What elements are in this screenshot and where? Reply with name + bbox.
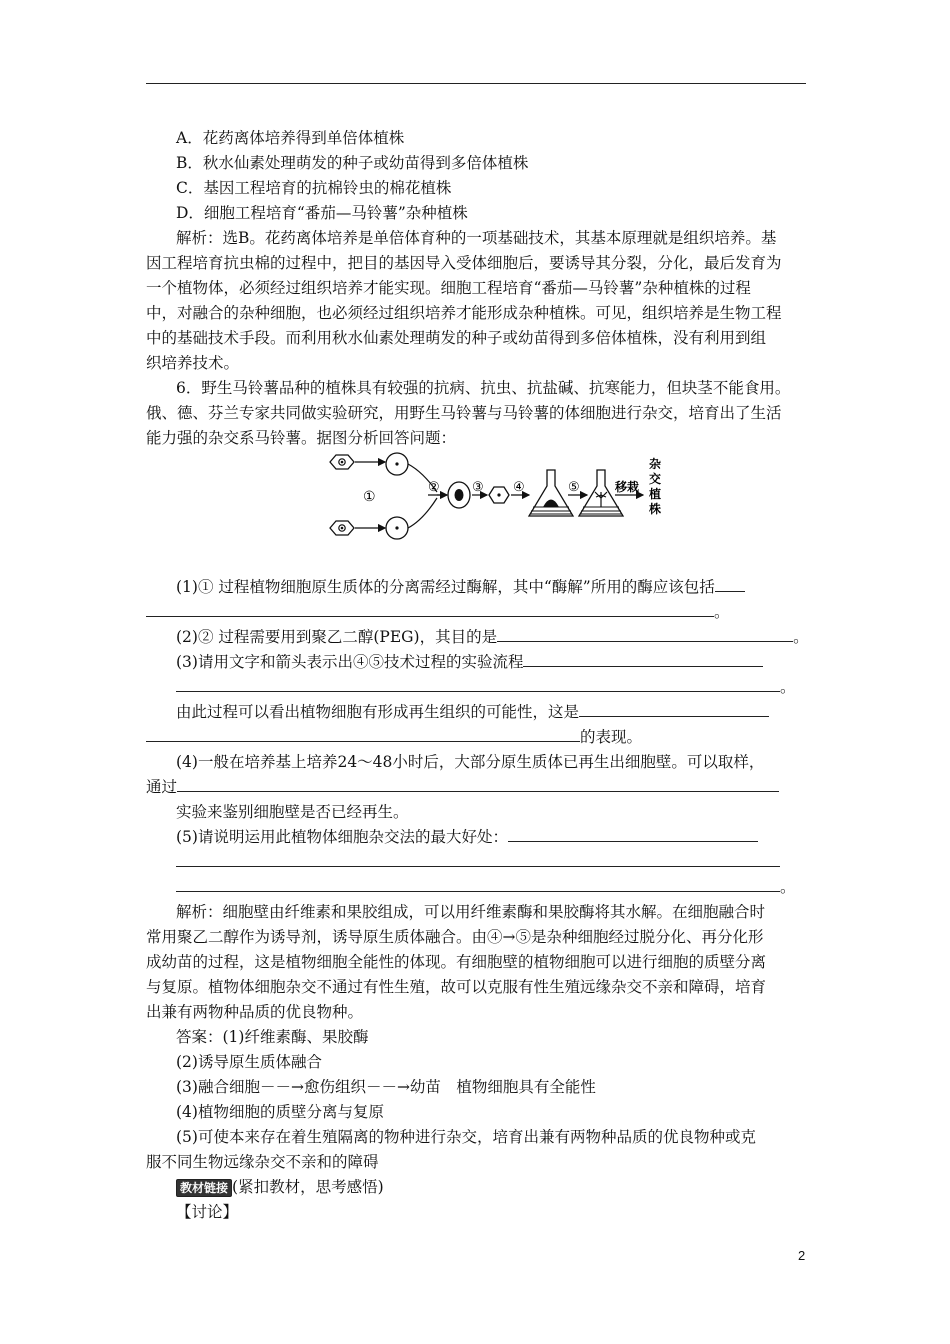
- answer-blank: [176, 677, 780, 692]
- sub-question-2-text: (2)② 过程需要用到聚乙二醇(PEG)，其目的是: [176, 628, 498, 646]
- answer-blank: [715, 577, 745, 592]
- answer-line: [146, 727, 642, 747]
- sub-question-3: [176, 652, 763, 672]
- q6-line: 能力强的杂交系马铃薯。据图分析回答问题：: [146, 429, 457, 447]
- sub-question-1-text: (1)① 过程植物细胞原生质体的分离需经过酶解，其中“酶解”所用的酶应该包括: [176, 578, 715, 596]
- page-number: 2: [798, 1248, 806, 1263]
- option-d: D．细胞工程培育“番茄—马铃薯”杂种植株: [176, 204, 468, 222]
- answer-line: 答案：(1)纤维素酶、果胶酶: [176, 1028, 369, 1046]
- option-a: A．花药离体培养得到单倍体植株: [176, 129, 405, 147]
- answer-line: [176, 852, 780, 872]
- sub-question-4c: 实验来鉴别细胞壁是否已经再生。: [176, 803, 409, 821]
- header-rule: [146, 83, 806, 84]
- sub-question-4b: [146, 777, 779, 797]
- period: 。: [780, 678, 796, 696]
- sub-question-2: [176, 627, 809, 647]
- discussion-heading: 【讨论】: [176, 1203, 239, 1221]
- analysis6-line: 常用聚乙二醇作为诱导剂，诱导原生质体融合。由④→⑤是杂种细胞经过脱分化、再分化形: [146, 928, 764, 946]
- sub-question-4b-text: 通过: [146, 778, 178, 796]
- plant-cell-icon: [330, 521, 354, 535]
- analysis5-line: 中的基础技术手段。而利用秋水仙素处理萌发的种子或幼苗得到多倍体植株，没有利用到组: [146, 329, 767, 347]
- answer-line: [176, 877, 796, 897]
- analysis6-line: 解析：细胞壁由纤维素和果胶组成，可以用纤维素酶和果胶酶将其水解。在细胞融合时: [176, 903, 766, 921]
- step-2-label: ②: [428, 480, 440, 495]
- step-5-label: ⑤: [568, 480, 580, 495]
- answer-blank: [177, 777, 779, 792]
- sub-question-3b: [176, 702, 769, 722]
- analysis6-line: 出兼有两物种品质的优良物种。: [146, 1003, 364, 1021]
- sub-question-3b-text: 由此过程可以看出植物细胞有形成再生组织的可能性，这是: [176, 703, 580, 721]
- plant-cell-icon: [330, 455, 354, 469]
- step-3-label: ③: [472, 480, 484, 495]
- analysis5-line: 织培养技术。: [146, 354, 240, 372]
- answer-line: (5)可使本来存在着生殖隔离的物种进行杂交，培育出兼有两物种品质的优良物种或克: [176, 1128, 756, 1146]
- cell-fusion-diagram: [325, 452, 670, 552]
- option-b: B．秋水仙素处理萌发的种子或幼苗得到多倍体植株: [176, 154, 529, 172]
- sub-question-4: (4)一般在培养基上培养24～48小时后，大部分原生质体已再生出细胞壁。可以取样，: [176, 753, 765, 771]
- step-1-label: ①: [363, 489, 376, 505]
- result-label-char: 杂: [649, 457, 662, 471]
- period: 。: [714, 603, 730, 621]
- answer-line: (2)诱导原生质体融合: [176, 1053, 322, 1071]
- answer-blank: [176, 877, 780, 892]
- answer-blank: [497, 627, 793, 642]
- answer-blank: [146, 602, 714, 617]
- answer-blank: [176, 852, 780, 867]
- answer-line: [146, 602, 730, 622]
- result-label-char: 交: [649, 472, 662, 486]
- option-c: C．基因工程培育的抗棉铃虫的棉花植株: [176, 179, 452, 197]
- period: 。: [780, 878, 796, 896]
- answer-blank: [523, 652, 763, 667]
- sub-question-5-text: (5)请说明运用此植物体细胞杂交法的最大好处：: [176, 828, 508, 846]
- step-4-label: ④: [513, 480, 525, 495]
- analysis5-line: 解析：选B。花药离体培养是单倍体育种的一项基础技术，其基本原理就是组织培养。基: [176, 229, 777, 247]
- textbook-link: [176, 1177, 384, 1197]
- result-label-char: 株: [649, 502, 662, 516]
- answer-line: 服不同生物远缘杂交不亲和的障碍: [146, 1153, 379, 1171]
- sub-question-5: [176, 827, 758, 847]
- analysis6-line: 与复原。植物体细胞杂交不通过有性生殖，故可以克服有性生殖远缘杂交不亲和障碍，培育: [146, 978, 767, 996]
- answer-line: [176, 677, 796, 697]
- answer-blank: [579, 702, 769, 717]
- q6-line: 6．野生马铃薯品种的植株具有较强的抗病、抗虫、抗盐碱、抗寒能力，但块茎不能食用。: [176, 379, 791, 397]
- transplant-label: 移栽: [615, 480, 640, 494]
- analysis5-line: 因工程培育抗虫棉的过程中，把目的基因导入受体细胞后，要诱导其分裂，分化，最后发育为: [146, 254, 782, 272]
- sub-question-3-text: (3)请用文字和箭头表示出④⑤技术过程的实验流程: [176, 653, 524, 671]
- analysis6-line: 成幼苗的过程，这是植物细胞全能性的体现。有细胞壁的植物细胞可以进行细胞的质壁分离: [146, 953, 767, 971]
- sub-question-3c-text: 的表现。: [580, 728, 643, 746]
- sub-question-1: [176, 577, 745, 597]
- result-label-char: 植: [649, 487, 662, 501]
- answer-blank: [508, 827, 758, 842]
- answer-line: (3)融合细胞－－→愈伤组织－－→幼苗 植物细胞具有全能性: [176, 1078, 596, 1096]
- flask-callus-icon: [529, 470, 573, 516]
- textbook-link-badge: 教材链接: [176, 1179, 232, 1197]
- textbook-link-note: (紧扣教材，思考感悟): [232, 1178, 384, 1196]
- answer-line: (4)植物细胞的质壁分离与复原: [176, 1103, 384, 1121]
- analysis5-line: 一个植物体，必须经过组织培养才能实现。细胞工程培育“番茄—马铃薯”杂种植株的过程: [146, 279, 751, 297]
- answer-blank: [146, 727, 580, 742]
- analysis5-line: 中，对融合的杂种细胞，也必须经过组织培养才能形成杂种植株。可见，组织培养是生物工程: [146, 304, 782, 322]
- q6-line: 俄、德、芬兰专家共同做实验研究，用野生马铃薯与马铃薯的体细胞进行杂交，培育出了生活: [146, 404, 782, 422]
- period: 。: [793, 628, 809, 646]
